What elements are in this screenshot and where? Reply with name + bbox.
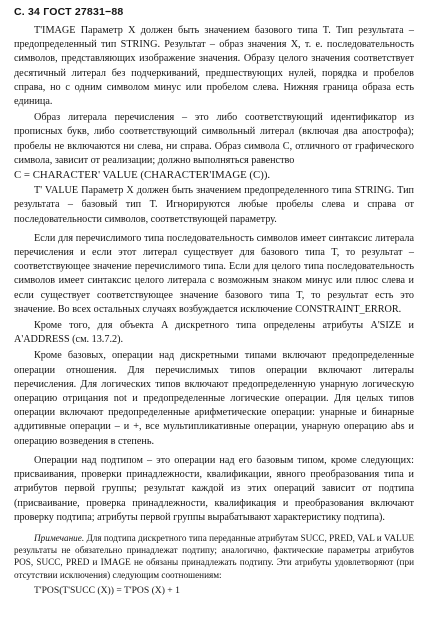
paragraph-image-attribute: T'IMAGE Параметр X должен быть значением базового типа T. Тип результата – предопределенный тип STRING. Результат – образ значения X, т. е. последовательность символов, представляющих изображение значения. Образу целого значения соответствует десятичный литерал без подчеркиваний, предшествующих нулей, порядка и пробелов справа, но с одним символом минус или пробелом слева. Нижняя граница образа есть единица. xyxy=(14,25,414,108)
note-label: Примечание. xyxy=(34,532,85,543)
formula-succ-pos: T'POS(T'SUCC (X)) = T'POS (X) + 1 xyxy=(34,584,180,596)
document-body xyxy=(14,24,414,598)
paragraph-enum-value: Если для перечислимого типа последовательность символов имеет синтаксис литерала перечисления и если этот литерал существует для базового типа T, то результат – соответствующее значение перечислимого типа. Если для целого типа последовательность символов имеет синтаксис целого литерала с возможным знаком минус или плюс слева и если существует соответствующее значение базового типа T, то результат есть это значение. Во всех остальных случаях возбуждается исключение CONSTRAINT_ERROR. xyxy=(14,232,414,315)
equation-character-value: C = CHARACTER' VALUE (CHARACTER'IMAGE (C)). xyxy=(14,169,271,182)
paragraph-object-attributes: Кроме того, для объекта A дискретного типа определены атрибуты A'SIZE и A'ADDRESS (см. 13.7.2). xyxy=(14,320,414,346)
paragraph-enum-image: Образ литерала перечисления – это либо соответствующий идентификатор из прописных букв, либо соответствующий символьный литерал (включая два апострофа); пробелы не включаются ни слева, ни справа. Образ символа C, отличного от графического символа, зависит от реализации; должно выполняться равенство xyxy=(14,112,414,166)
paragraph-subtype-operations: Операции над подтипом – это операции над его базовым типом, кроме следующих: присваивания, проверки принадлежности, квалификации, явного преобразования типа и атрибутов первой группы; результат каждой из этих операций зависит от подтипа (присваивание, проверка принадлежности, квалификация и преобразования включают проверку подтипа; атрибуты первой группы вырабатывают характеристику подтипа). xyxy=(14,454,414,523)
paragraph-value-attribute: T' VALUE Параметр X должен быть значением предопределенного типа STRING. Тип результата – базовый тип T. Игнорируются любые пробелы слева и справа от последовательности символов, соответствующей параметру. xyxy=(14,185,414,225)
paragraph-discrete-operations: Кроме базовых, операции над дискретными типами включают предопределенные операции отношения. Для перечислимых типов операции включают литералы перечисления. Для логических типов включают предопределенную унарную логическую операцию отрицания not и предопределенные логические операции. Для целых типов операции включают предопределенные арифметические операции: унарные и бинарные аддитивные операции – и +, все мультипликативные операции, унарную операцию abs и операцию возведения в степень. xyxy=(14,350,414,447)
page-header: С. 34 ГОСТ 27831−88 xyxy=(14,6,124,18)
note-text: Для подтипа дискретного типа переданные атрибутам SUCC, PRED, VAL и VALUE результаты не обязательно принадлежат подтипу; аналогично, фактические параметры атрибутов POS, SUCC, PRED и IMAGE не обязаны принадлежать подтипу. Эти атрибуты удовлетворяют (при отсутствии исключения) следующим соотношениям: xyxy=(14,532,414,580)
note-paragraph xyxy=(14,532,414,581)
